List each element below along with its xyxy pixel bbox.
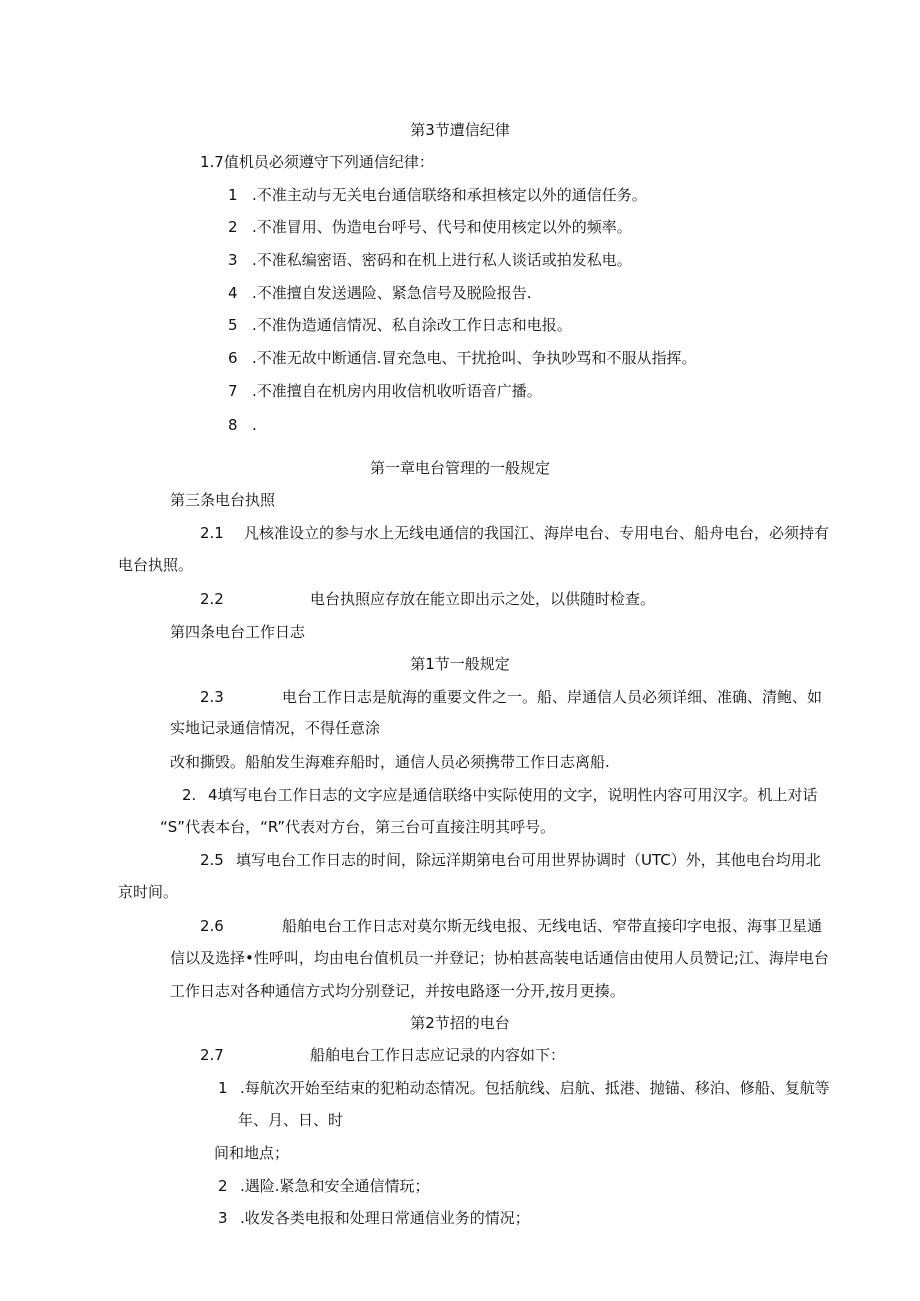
list-item-number: 1 [218,1079,228,1097]
clause-text: 改和撕毁。船舶发生海难弃船时，通信人员必须携带工作日志离船. [170,753,610,771]
list-item-continuation: 年、月、日、时 [238,1111,344,1129]
clause-text: 电台工作日志是航海的重要文件之一。船、岸通信人员必须详细、准确、清鲍、如 [282,688,823,706]
list-item-text: .不准冒用、伪造电台呼号、代号和使用核定以外的频率。 [252,218,632,236]
clause-number: 2.3 [200,688,224,706]
clause-text: 电台执照应存放在能立即出示之处，以供随时检查。 [310,590,656,608]
list-item-number: 5 [228,316,238,334]
clause-number: 2. [182,786,197,804]
list-item-text: . [252,416,257,434]
clause-number: 2.5 [200,851,224,869]
list-item-number: 4 [228,284,238,302]
section-heading: 第2节招的电台 [410,1014,510,1032]
list-item-number: 7 [228,382,238,400]
article-title: 第三条电台执照 [170,491,276,509]
list-item-text: .不准无故中断通信.冒充急电、干扰抢叫、争执吵骂和不服从指挥。 [252,349,697,367]
list-item-text: .不准主动与无关电台通信联络和承担核定以外的通信任务。 [252,186,647,204]
list-item [228,250,632,270]
clause-number: 2.2 [200,590,224,608]
list-item-text: .不准私编密语、密码和在机上进行私人谈话或拍发私电。 [252,251,632,269]
list-item [228,185,647,205]
article-title: 第四条电台工作日志 [170,623,306,641]
list-item [228,315,572,335]
list-item [228,348,697,368]
clause-text: “S”代表本台，“R”代表对方台，第三台可直接注明其呼号。 [160,818,556,836]
list-item-text: .收发各类电报和处理日常通信业务的情况； [240,1209,530,1227]
list-item-text: .不准伪造通信情况、私自涂改工作日志和电报。 [252,316,572,334]
list-item-text: .每航次开始至结束的犯粕动态情况。包括航线、启航、抵港、抛锚、移泊、修船、复航等 [240,1079,830,1097]
list-item [218,1176,430,1196]
clause-text: 4填写电台工作日志的文字应是通信联络中实际使用的文字，说明性内容可用汉字。机上对话 [208,786,818,804]
list-item [228,415,257,435]
clause-text: 实地记录通信情况，不得任意涂 [170,719,381,737]
list-item-text: .不准擅自发送遇险、紧急信号及脱险报告. [252,284,532,302]
list-item-text: .不准擅自在机房内用收信机收听语音广播。 [252,382,542,400]
clause-number: 2.6 [200,917,224,935]
list-item-number: 8 [228,416,238,434]
clause-text: 信以及选择•性呼叫，均由电台值机员一并登记；协柏甚高装电话通信由使用人员赞记;江、海岸电台 [170,949,829,967]
list-item-number: 3 [218,1209,228,1227]
list-item [228,283,532,303]
clause-number: 2.7 [200,1046,224,1064]
clause-text: 电台执照。 [118,556,194,574]
chapter-heading: 第一章电台管理的一般规定 [369,459,550,477]
list-item-text: .遇险.紧急和安全通信情玩； [240,1177,430,1195]
clause-text: 京时间。 [118,883,179,901]
list-item [218,1078,830,1098]
clause-number: 2.1 [200,524,224,542]
section-heading: 第3节遭信纪律 [410,121,510,139]
clause-text: 船舶电台工作日志对莫尔斯无线电报、无线电话、窄带直接印字电报、海事卫星通 [282,917,823,935]
section-heading: 第1节一般规定 [410,655,510,673]
list-item-number: 2 [218,1177,228,1195]
list-item-number: 2 [228,218,238,236]
clause-text: 船舶电台工作日志应记录的内容如下： [310,1046,566,1064]
list-item [218,1208,530,1228]
list-item-number: 6 [228,349,238,367]
list-item-number: 3 [228,251,238,269]
clause-text: 填写电台工作日志的时间，除远洋期第电台可用世界协调时（UTC）外，其他电台均用北 [236,851,821,869]
list-item-number: 1 [228,186,238,204]
list-item [228,381,542,401]
clause-text: 凡核准设立的参与水上无线电通信的我国江、海岸电台、专用电台、船舟电台，必须持有 [244,524,830,542]
clause-text: 工作日志对各种通信方式均分别登记，并按电路逐一分开,按月更揍。 [170,982,625,1000]
list-item-continuation: 间和地点； [214,1144,290,1162]
list-item [228,217,632,237]
intro-paragraph: 1.7值机员必须遵守下列通信纪律： [200,153,434,171]
